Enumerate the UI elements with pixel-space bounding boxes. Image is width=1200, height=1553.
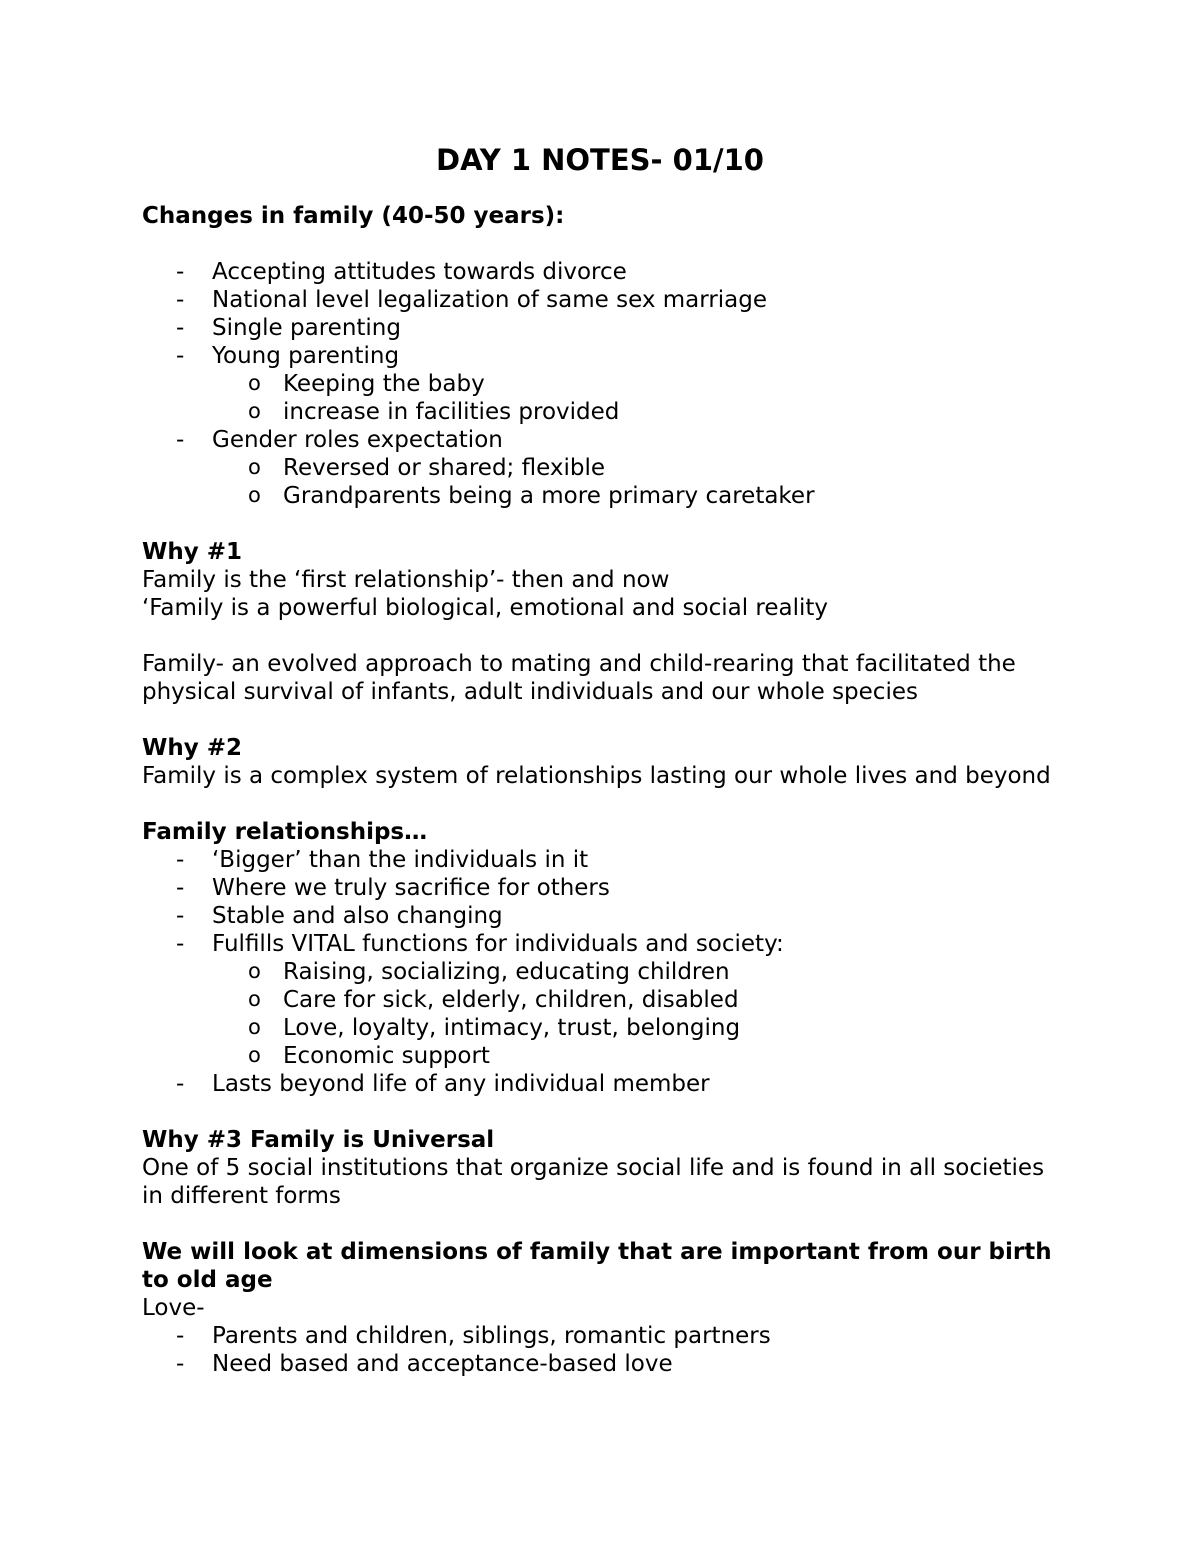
sub-list-item: o Economic support (212, 1042, 1052, 1070)
section-heading-changes: Changes in family (40-50 years): (142, 203, 565, 229)
list-item: - Parents and children, siblings, romantic partners (142, 1322, 1052, 1350)
sub-list-item: o Care for sick, elderly, children, disabled (212, 986, 1052, 1014)
list-item: - Accepting attitudes towards divorce (142, 258, 1052, 286)
paragraph: Family- an evolved approach to mating and child-rearing that facilitated the physical survival of infants, adult individuals and our whole species (142, 651, 1016, 705)
list-item: - Lasts beyond life of any individual member (142, 1070, 1052, 1098)
paragraph: ‘Family is a powerful biological, emotional and social reality (142, 595, 829, 621)
section-heading-why3: Why #3 Family is Universal (142, 1127, 495, 1153)
paragraph: One of 5 social institutions that organize social life and is found in all societies in different forms (142, 1155, 1045, 1209)
young-parenting-sublist (212, 370, 1052, 426)
list-item-label: Fulfills VITAL functions for individuals and society: (212, 931, 784, 957)
changes-list (142, 258, 1052, 510)
list-item: - Stable and also changing (142, 902, 1052, 930)
list-item-label: Gender roles expectation (212, 427, 503, 453)
sub-list-item: o Reversed or shared; flexible (212, 454, 1052, 482)
gender-roles-sublist (212, 454, 1052, 510)
list-item: - Single parenting (142, 314, 1052, 342)
sub-list-item: o Grandparents being a more primary caretaker (212, 482, 1052, 510)
list-item-label: Young parenting (212, 343, 400, 369)
list-item: - ‘Bigger’ than the individuals in it (142, 846, 1052, 874)
vital-functions-sublist (212, 958, 1052, 1070)
paragraph: Family is the ‘first relationship’- then and now (142, 567, 670, 593)
section-heading-family-relationships: Family relationships… (142, 819, 428, 845)
paragraph: Love- (142, 1295, 205, 1321)
section-heading-why2: Why #2 (142, 735, 243, 761)
love-list (142, 1322, 1052, 1378)
list-item: - Need based and acceptance-based love (142, 1350, 1052, 1378)
section-heading-dimensions: We will look at dimensions of family that are important from our birth to old age (142, 1239, 1052, 1293)
sub-list-item: o Keeping the baby (212, 370, 1052, 398)
section-heading-why1: Why #1 (142, 539, 243, 565)
page-title: DAY 1 NOTES- 01/10 (436, 143, 764, 177)
relationships-list (142, 846, 1052, 1098)
list-item (142, 426, 1052, 510)
list-item (142, 930, 1052, 1070)
sub-list-item: o Raising, socializing, educating children (212, 958, 1052, 986)
sub-list-item: o Love, loyalty, intimacy, trust, belonging (212, 1014, 1052, 1042)
list-item: - National level legalization of same sex marriage (142, 286, 1052, 314)
list-item (142, 342, 1052, 426)
document-body (142, 202, 1052, 1378)
paragraph: Family is a complex system of relationships lasting our whole lives and beyond (142, 763, 1051, 789)
sub-list-item: o increase in facilities provided (212, 398, 1052, 426)
list-item: - Where we truly sacrifice for others (142, 874, 1052, 902)
